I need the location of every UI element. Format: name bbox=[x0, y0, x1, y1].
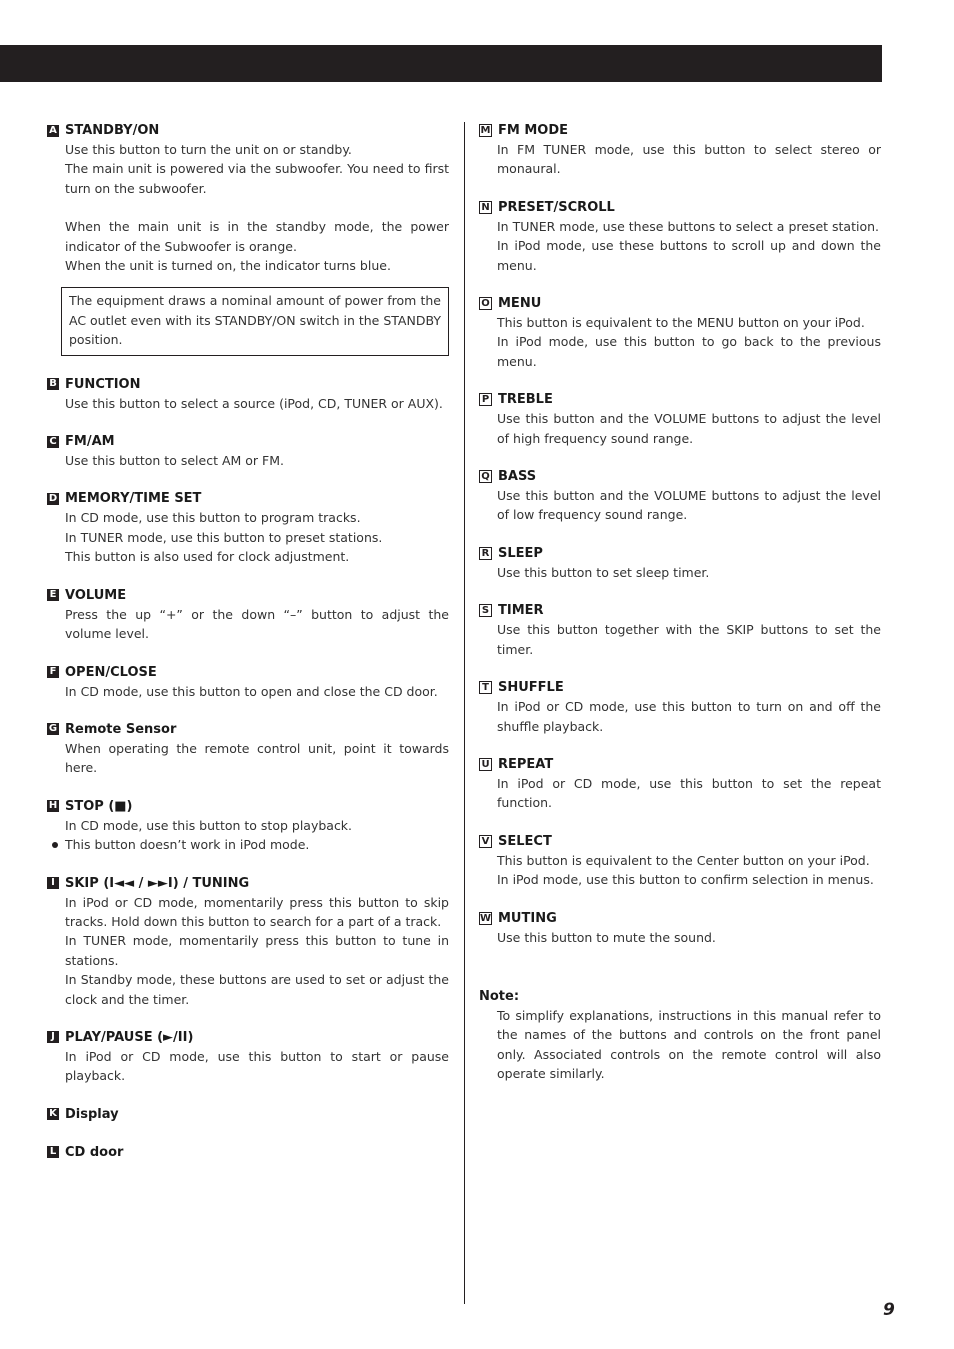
entry-s-timer bbox=[479, 601, 881, 659]
item-description: Use this button to turn the unit on or standby. bbox=[65, 142, 352, 157]
entry-k-display bbox=[47, 1105, 449, 1124]
entry-l-cd-door bbox=[47, 1143, 449, 1162]
item-description: Use this button to select AM or FM. bbox=[65, 453, 284, 469]
item-description: In iPod or CD mode, use this button to set the repeat function. bbox=[497, 775, 881, 811]
item-description: When the unit is turned on, the indicator turns blue. bbox=[65, 258, 391, 274]
entry-c-fm-am bbox=[47, 432, 449, 470]
item-title: Display bbox=[65, 1106, 119, 1122]
item-description: When the main unit is in the standby mode, the power indicator of the Subwoofer is orange. bbox=[65, 219, 449, 254]
item-title: SHUFFLE bbox=[498, 680, 564, 696]
entry-heading bbox=[47, 1143, 449, 1162]
entry-r-sleep bbox=[479, 544, 881, 582]
item-title: MEMORY/TIME SET bbox=[65, 491, 202, 507]
item-letter-badge: J bbox=[47, 1031, 59, 1043]
note-section bbox=[479, 987, 881, 1084]
item-letter-badge: I bbox=[47, 877, 59, 889]
entry-t-shuffle bbox=[479, 678, 881, 736]
item-letter-badge: F bbox=[47, 666, 59, 678]
item-description: In TUNER mode, use this button to preset stations. bbox=[65, 529, 383, 545]
item-letter-badge: V bbox=[479, 835, 492, 848]
item-letter-badge: O bbox=[479, 297, 492, 310]
item-description: In FM TUNER mode, use this button to select stereo or monaural. bbox=[497, 142, 881, 177]
paragraph-gap bbox=[47, 198, 449, 217]
header-bar bbox=[0, 45, 882, 82]
item-title: PRESET/SCROLL bbox=[498, 199, 615, 215]
entry-m-fm-mode bbox=[479, 121, 881, 179]
item-description: Use this button and the VOLUME buttons to adjust the level of low frequency sound range. bbox=[497, 488, 881, 523]
item-title: TREBLE bbox=[498, 392, 553, 408]
item-letter-badge: A bbox=[47, 125, 59, 137]
note-heading: Note: bbox=[479, 988, 520, 1004]
item-title: OPEN/CLOSE bbox=[65, 664, 157, 680]
item-title: SKIP (I◄◄ / ►►I) / TUNING bbox=[65, 875, 250, 891]
item-letter-badge: B bbox=[47, 378, 59, 390]
item-description: In iPod mode, use this button to go back to the previous menu. bbox=[497, 334, 881, 369]
item-description: In TUNER mode, use these buttons to select a preset station. bbox=[497, 218, 880, 234]
entry-q-bass bbox=[479, 467, 881, 525]
entry-h-stop bbox=[47, 797, 449, 855]
entry-n-preset-scroll bbox=[479, 198, 881, 275]
item-description: In iPod or CD mode, momentarily press this button to skip tracks. Hold down this button to search for a part of a track. bbox=[65, 894, 449, 929]
entry-b-function bbox=[47, 375, 449, 413]
left-column bbox=[47, 121, 449, 1181]
item-title: CD door bbox=[65, 1144, 124, 1160]
item-description: In CD mode, use this button to program tracks. bbox=[65, 510, 361, 526]
entry-heading bbox=[479, 544, 881, 563]
item-letter-badge: M bbox=[480, 125, 491, 136]
item-description: This button is equivalent to the Center button on your iPod. bbox=[497, 852, 870, 868]
item-letter-badge: N bbox=[479, 201, 492, 214]
item-description: In Standby mode, these buttons are used to set or adjust the clock and the timer. bbox=[65, 972, 449, 1007]
item-description: In iPod or CD mode, use this button to start or pause playback. bbox=[65, 1048, 449, 1084]
entry-v-select bbox=[479, 832, 881, 890]
entry-heading bbox=[47, 663, 449, 682]
item-description: In CD mode, use this button to open and close the CD door. bbox=[65, 683, 438, 699]
item-letter-badge: T bbox=[479, 681, 492, 694]
entry-heading bbox=[479, 909, 881, 928]
entry-heading bbox=[47, 797, 449, 816]
entry-heading bbox=[47, 1028, 449, 1047]
item-title: STANDBY/ON bbox=[65, 123, 160, 138]
item-letter-badge: C bbox=[47, 436, 59, 448]
entry-g-remote-sensor bbox=[47, 720, 449, 778]
entry-heading bbox=[47, 720, 449, 739]
entry-heading bbox=[479, 294, 881, 313]
entry-d-memory-time-set bbox=[47, 489, 449, 566]
item-description: The main unit is powered via the subwoofer. You need to first turn on the subwoofer. bbox=[65, 161, 449, 196]
item-title: VOLUME bbox=[65, 587, 127, 603]
item-title: FM MODE bbox=[498, 123, 569, 138]
entry-heading bbox=[479, 467, 881, 486]
item-letter-badge: L bbox=[47, 1146, 59, 1158]
item-description: In CD mode, use this button to stop playback. bbox=[65, 817, 353, 833]
entry-w-muting bbox=[479, 909, 881, 947]
item-title: FUNCTION bbox=[65, 376, 141, 392]
item-title: MUTING bbox=[498, 910, 557, 926]
item-title: REPEAT bbox=[498, 756, 554, 772]
entry-heading bbox=[47, 432, 449, 451]
item-title: STOP (■) bbox=[65, 798, 133, 814]
item-title: BASS bbox=[498, 469, 537, 485]
item-letter-badge: P bbox=[479, 393, 492, 406]
caution-box: The equipment draws a nominal amount of power from the AC outlet even with its STANDBY/ON switch in the STANDBY position. bbox=[61, 287, 449, 355]
entry-heading bbox=[479, 121, 881, 140]
page-number: 9 bbox=[883, 1300, 895, 1320]
entry-f-open-close bbox=[47, 663, 449, 701]
item-title: Remote Sensor bbox=[65, 721, 177, 737]
entry-o-menu bbox=[479, 294, 881, 371]
item-letter-badge: R bbox=[479, 547, 492, 560]
entry-a-standby-on bbox=[47, 121, 449, 356]
item-letter-badge: H bbox=[48, 800, 58, 812]
entry-heading bbox=[479, 755, 881, 774]
item-letter-badge: Q bbox=[479, 470, 492, 483]
entry-j-play-pause-ii bbox=[47, 1028, 449, 1086]
item-description: In iPod or CD mode, use this button to turn on and off the shuffle playback. bbox=[497, 699, 881, 734]
item-description: In TUNER mode, momentarily press this button to tune in stations. bbox=[65, 933, 449, 968]
item-description: Use this button and the VOLUME buttons to adjust the level of high frequency sound range. bbox=[497, 411, 881, 446]
entry-p-treble bbox=[479, 390, 881, 448]
item-description: In iPod mode, use these buttons to scroll up and down the menu. bbox=[497, 238, 881, 273]
item-description: This button is also used for clock adjustment. bbox=[65, 549, 350, 565]
item-description: Use this button to mute the sound. bbox=[497, 929, 716, 945]
item-description: Press the up “+” or the down “–” button to adjust the volume level. bbox=[65, 606, 449, 642]
item-letter-badge: K bbox=[47, 1108, 59, 1120]
note-text: To simplify explanations, instructions in this manual refer to the names of the buttons and controls on the front panel only. Associated controls on the remote control will also operate similarly. bbox=[497, 1007, 881, 1082]
item-letter-badge: G bbox=[48, 723, 58, 735]
item-description: When operating the remote control unit, point it towards here. bbox=[65, 740, 449, 776]
entry-heading bbox=[479, 198, 881, 217]
entry-u-repeat bbox=[479, 755, 881, 813]
entry-heading bbox=[47, 586, 449, 605]
entry-heading bbox=[47, 489, 449, 508]
right-column bbox=[479, 121, 881, 1084]
item-letter-badge: W bbox=[480, 912, 492, 924]
column-divider bbox=[464, 122, 465, 1304]
item-letter-badge: U bbox=[479, 758, 492, 771]
entry-heading bbox=[47, 121, 449, 140]
item-description: In iPod mode, use this button to confirm selection in menus. bbox=[497, 872, 874, 888]
item-title: TIMER bbox=[498, 603, 544, 619]
item-title: SELECT bbox=[498, 833, 552, 849]
entry-e-volume bbox=[47, 586, 449, 644]
entry-heading bbox=[479, 601, 881, 620]
item-description: Use this button to set sleep timer. bbox=[497, 564, 710, 580]
entry-heading bbox=[47, 1105, 449, 1124]
item-description: This button is equivalent to the MENU button on your iPod. bbox=[497, 315, 865, 331]
item-letter-badge: S bbox=[479, 604, 492, 617]
entry-heading bbox=[479, 390, 881, 409]
item-title: FM/AM bbox=[65, 434, 115, 450]
item-letter-badge: E bbox=[47, 589, 59, 601]
entry-heading bbox=[479, 832, 881, 851]
entry-heading bbox=[47, 874, 449, 893]
item-title: SLEEP bbox=[498, 545, 543, 561]
entry-heading bbox=[47, 375, 449, 394]
item-title: PLAY/PAUSE (►/II) bbox=[65, 1029, 194, 1045]
item-letter-badge: D bbox=[48, 492, 58, 504]
item-description: Use this button together with the SKIP buttons to set the timer. bbox=[497, 622, 881, 657]
item-title: MENU bbox=[498, 296, 542, 312]
entry-i-skip-i-i-tuning bbox=[47, 874, 449, 1009]
bullet-note: This button doesn’t work in iPod mode. bbox=[65, 835, 449, 854]
item-description: Use this button to select a source (iPod, CD, TUNER or AUX). bbox=[65, 395, 443, 411]
entry-heading bbox=[479, 678, 881, 697]
